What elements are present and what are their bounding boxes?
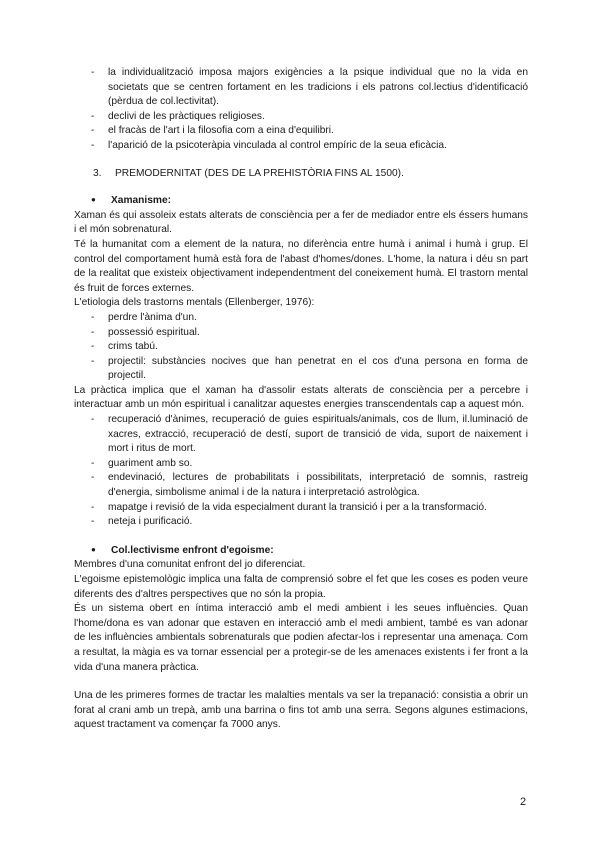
subheading-text: Xamanisme:: [111, 195, 172, 207]
list-item: - l'aparició de la psicoteràpia vinculada al control empíric de la seua eficàcia.: [74, 139, 528, 154]
intro-dash-list: [74, 66, 528, 154]
subheading-collectivisme: [74, 543, 528, 559]
paragraph: L'egoisme epistemològic implica una falta de comprensió sobre el fet que les coses es poden veure diferents des d'altres perspectives que no són la propia.: [74, 574, 528, 600]
section-number: 3.: [93, 167, 102, 179]
paragraph: És un sistema obert en íntima interacció amb el medi ambient i les seues influències. Quan l'home/dona es van adonar que estaven en interacció amb el medi ambient, també es van adonar de les influències ambientals sobrenaturals que podien afectar-los i representar una amenaça. Com a resultat, la màgia es va tornar essencial per a protegir-se de les amenaces existents i fer front a la vida d'una manera pràctica.: [74, 603, 528, 673]
list-item: - neteja i purificació.: [74, 515, 528, 530]
list-item: - guariment amb so.: [74, 457, 528, 472]
bullet-icon: ●: [91, 195, 96, 205]
paragraph: Té la humanitat com a element de la natura, no diferència entre humà i animal i humà i grup. El control del comportament humà està fora de l'abast d'homes/dones. L'home, la natura i déu sn part de la realitat que existeix objectivament independentment del coneixement humà. El trastorn mental és fruit de forces externes.: [74, 238, 528, 294]
list-item: - endevinació, lectures de probabilitats i possibilitats, interpretació de somnis, rastreig d'energia, simbolisme animal i de la natura i interpretació astrològica.: [74, 471, 528, 500]
paragraph: Membres d'una comunitat enfront del jo diferenciat.: [74, 559, 306, 571]
section-heading: [74, 167, 528, 182]
paragraph: Una de les primeres formes de tractar les malalties mentals va ser la trepanació: consistia a obrir un forat al crani amb un trepà, amb una barrina o fins tot amb una serra. Segons algunes estimacions, aquest tractament va començar fa 7000 anys.: [74, 690, 528, 731]
list-item: - el fracàs de l'art i la filosofia com a eina d'equilibri.: [74, 124, 528, 139]
list-item: - declivi de les pràctiques religioses.: [74, 110, 528, 125]
practica-list: [74, 413, 528, 530]
list-item: - recuperació d'ànimes, recuperació de guies espirituals/animals, cos de llum, il.luminació de xacres, extracció, recuperació de destí, suport de transició de vida, suport de naixement i mort i ritus de mort.: [74, 413, 528, 457]
document-page: [74, 66, 528, 733]
page-number: 2: [520, 796, 527, 808]
list-item: - crims tabú.: [74, 340, 528, 355]
list-item: - mapatge i revisió de la vida especialment durant la transició i per a la transformació.: [74, 501, 528, 516]
paragraph: L'etiologia dels trastorns mentals (Ellenberger, 1976):: [74, 297, 315, 309]
list-item: - perdre l'ànima d'un.: [74, 311, 528, 326]
subheading-text: Col.lectivisme enfront d'egoisme:: [111, 544, 274, 556]
paragraph: Xaman és qui assoleix estats alterats de consciència per a fer de mediador entre els éssers humans i el món sobrenatural.: [74, 209, 528, 236]
etiologia-list: [74, 311, 528, 384]
list-item: - possessió espiritual.: [74, 326, 528, 341]
list-item: - la individualització imposa majors exigències a la psique individual que no la vida en societats que se centren fortament en les tradicions i els patrons col.lectius d'identificació (pèrdua de col.lectivitat).: [74, 66, 528, 110]
subheading-xamanisme: [74, 193, 528, 209]
list-item: - projectil: substàncies nocives que han penetrat en el cos d'una persona en forma de projectil.: [74, 355, 528, 384]
paragraph: La pràctica implica que el xaman ha d'assolir estats alterats de consciència per a percebre i interactuar amb un món espiritual i canalitzar aquestes energies transcendentals cap a aquest món.: [74, 384, 528, 411]
section-title: PREMODERNITAT (DES DE LA PREHISTÒRIA FINS AL 1500).: [115, 167, 404, 179]
bullet-icon: ●: [91, 544, 96, 554]
